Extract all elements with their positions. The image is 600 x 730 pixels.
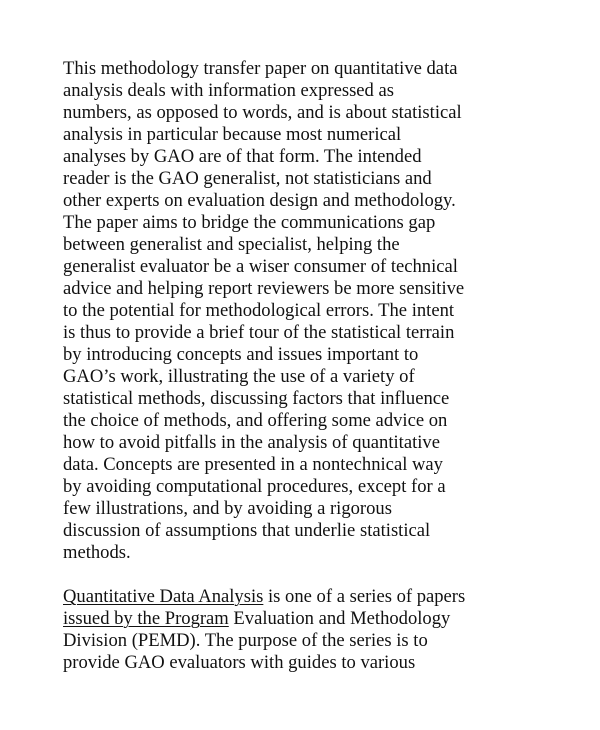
paragraph-line: few illustrations, and by avoiding a rigorous [63,498,392,519]
paragraph-line: methods. [63,542,131,563]
paragraph-line: numbers, as opposed to words, and is about statistical [63,102,462,123]
paragraph-line [63,586,583,608]
paragraph-intro [63,58,583,564]
paragraph-line: The paper aims to bridge the communications gap [63,212,436,233]
paragraph-line: statistical methods, discussing factors that influence [63,388,450,409]
document-body [63,58,583,674]
paragraph-line: discussion of assumptions that underlie statistical [63,520,431,541]
paragraph-line: between generalist and specialist, helping the [63,234,400,255]
paragraph-line: Division (PEMD). The purpose of the series is to [63,630,428,651]
paragraph-line: GAO’s work, illustrating the use of a variety of [63,366,415,387]
paragraph-line: analysis deals with information expressed as [63,80,394,101]
paragraph-line: to the potential for methodological errors. The intent [63,300,455,321]
paragraph-line: how to avoid pitfalls in the analysis of quantitative [63,432,440,453]
paragraph-line: This methodology transfer paper on quantitative data [63,58,458,79]
paragraph-series [63,586,583,674]
paragraph-line: analysis in particular because most numerical [63,124,402,145]
line-text: Evaluation and Methodology [228,608,451,629]
paragraph-line: generalist evaluator be a wiser consumer of technical [63,256,458,277]
paragraph-spacer [63,564,583,586]
paragraph-line: other experts on evaluation design and methodology. [63,190,456,211]
paragraph-line [63,608,583,630]
paragraph-line: provide GAO evaluators with guides to various [63,652,416,673]
paragraph-line: advice and helping report reviewers be more sensitive [63,278,465,299]
paragraph-line: reader is the GAO generalist, not statisticians and [63,168,432,189]
paragraph-line: analyses by GAO are of that form. The intended [63,146,422,167]
paragraph-line: data. Concepts are presented in a nontechnical way [63,454,443,475]
paragraph-line: is thus to provide a brief tour of the statistical terrain [63,322,455,343]
publication-title: Quantitative Data Analysis [63,586,264,607]
paragraph-line: the choice of methods, and offering some advice on [63,410,448,431]
line-text: is one of a series of papers [263,586,466,607]
paragraph-line: by introducing concepts and issues important to [63,344,419,365]
underlined-text: issued by the Program [63,608,229,629]
paragraph-line: by avoiding computational procedures, except for a [63,476,446,497]
